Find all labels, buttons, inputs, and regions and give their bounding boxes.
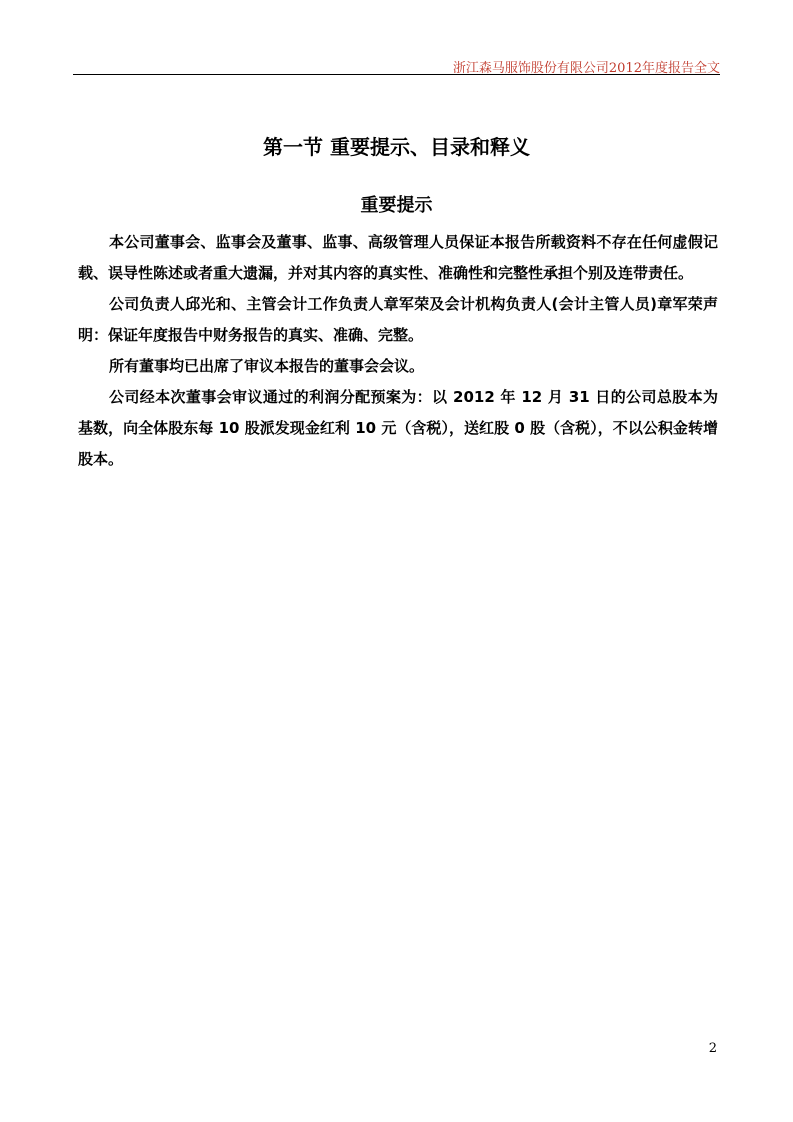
paragraph-attendance: 所有董事均已出席了审议本报告的董事会会议。 bbox=[109, 357, 425, 375]
header-divider bbox=[73, 74, 720, 75]
header-title: 浙江森马服饰股份有限公司2012年度报告全文 bbox=[452, 61, 720, 76]
sub-title: 重要提示 bbox=[360, 195, 433, 216]
paragraph-statement: 公司负责人邱光和、主管会计工作负责人章军荣及会计机构负责人(会计主管人员)章军荣声明：保证年度报告中财务报告的真实、准确、完整。 bbox=[78, 295, 718, 344]
section-title: 第一节 重要提示、目录和释义 bbox=[263, 135, 530, 159]
body-text bbox=[78, 227, 718, 475]
paragraph-profit-distribution: 公司经本次董事会审议通过的利润分配预案为：以 2012 年 12 月 31 日的公司总股本为基数，向全体股东每 10 股派发现金红利 10 元（含税），送红股 0 股（含税），不以公积金转增股本。 bbox=[78, 388, 718, 468]
page-number: 2 bbox=[708, 1041, 717, 1056]
paragraph-responsibility: 本公司董事会、监事会及董事、监事、高级管理人员保证本报告所载资料不存在任何虚假记载、误导性陈述或者重大遗漏，并对其内容的真实性、准确性和完整性承担个别及连带责任。 bbox=[78, 233, 718, 282]
